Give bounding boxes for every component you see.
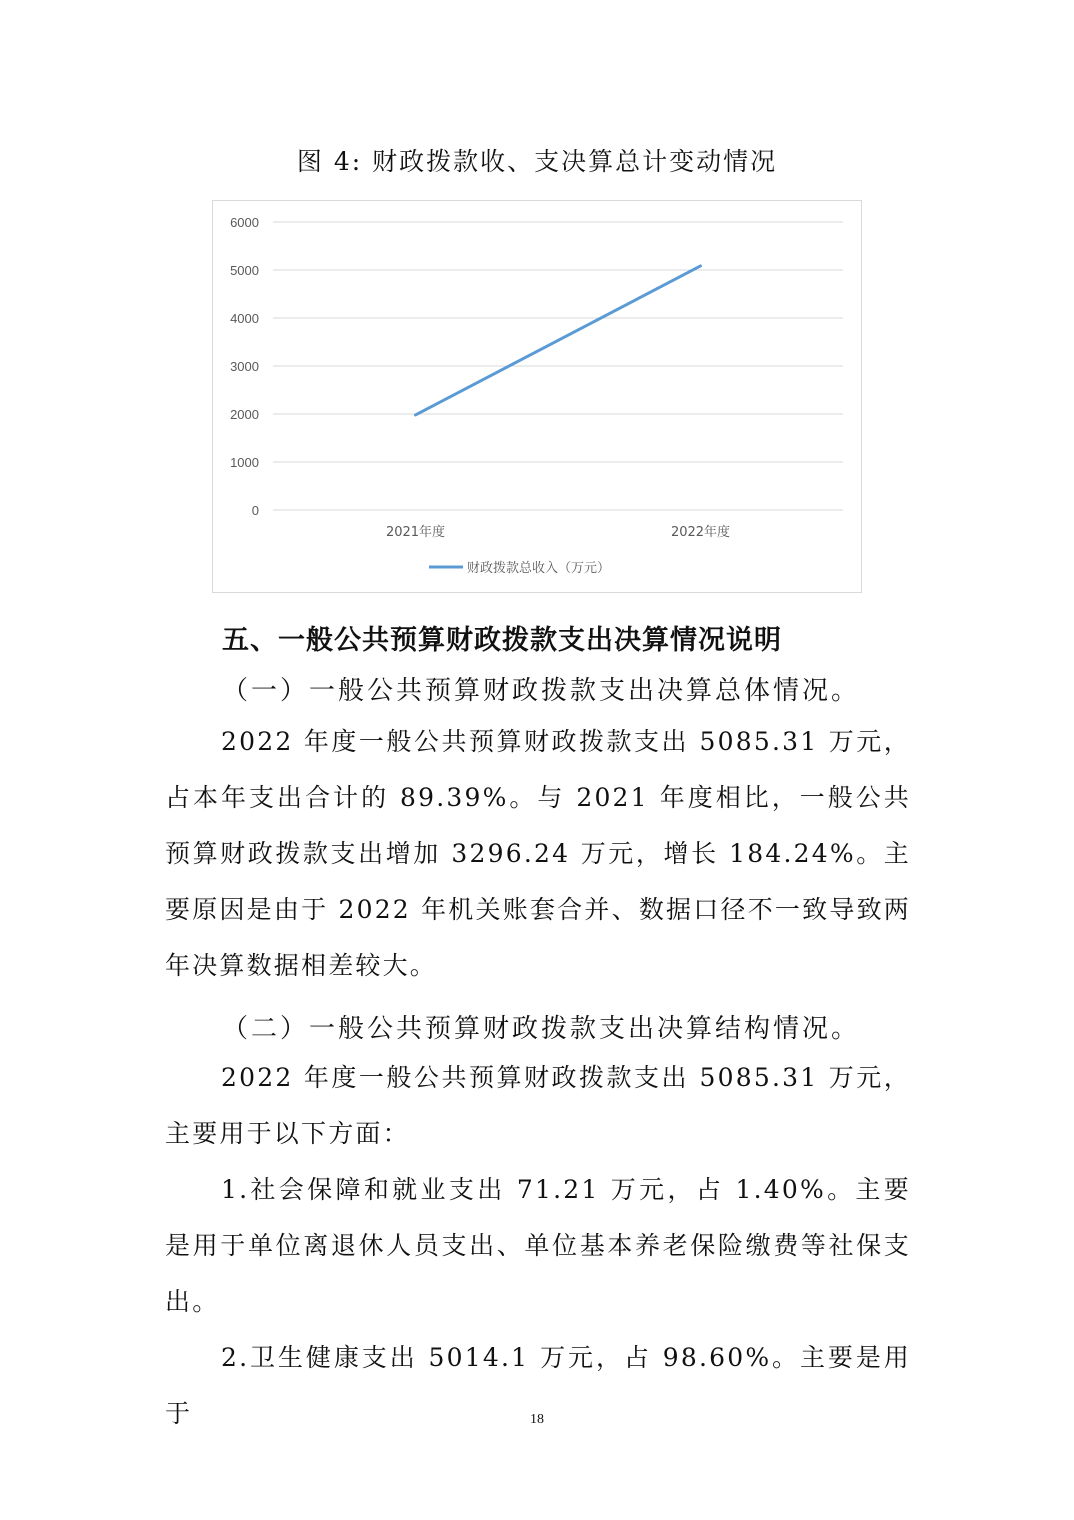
- data-point: [415, 414, 416, 415]
- paragraph-social-security: 1.社会保障和就业支出 71.21 万元，占 1.40%。主要是用于单位离退休人员支出、单位基本养老保险缴费等社保支出。: [165, 1175, 911, 1316]
- paragraph-overall: 2022 年度一般公共预算财政拨款支出 5085.31 万元，占本年支出合计的 89.39%。与 2021 年度相比，一般公共预算财政拨款支出增加 3296.24 万元，增长 184.24%。主要原因是由于 2022 年机关账套合并、数据口径不一致导致两年决算数据相差较大。: [165, 727, 911, 980]
- section-heading: 五、一般公共预算财政拨款支出决算情况说明: [222, 625, 782, 656]
- y-tick-label: 1000: [230, 455, 259, 470]
- x-tick-label: 2021年度: [385, 525, 446, 540]
- x-tick-label: 2022年度: [670, 525, 731, 540]
- paragraph-structure: 2022 年度一般公共预算财政拨款支出 5085.31 万元，主要用于以下方面：: [165, 1063, 911, 1148]
- y-tick-label: 0: [251, 503, 259, 518]
- subheading-structure: （二）一般公共预算财政拨款支出决算结构情况。: [222, 1014, 861, 1044]
- legend-label: 财政拨款总收入（万元）: [467, 561, 611, 576]
- paragraph-health: 2.卫生健康支出 5014.1 万元，占 98.60%。主要是用于: [165, 1343, 911, 1428]
- series-line: [416, 266, 701, 415]
- subheading-overall: （一）一般公共预算财政拨款支出决算总体情况。: [222, 676, 861, 706]
- figure-caption: 图 4: 财政拨款收、支决算总计变动情况: [296, 147, 778, 176]
- y-tick-label: 2000: [230, 407, 259, 422]
- y-tick-label: 4000: [230, 311, 259, 326]
- data-point: [700, 265, 701, 266]
- y-tick-label: 6000: [230, 215, 259, 230]
- page-number: 18: [530, 1412, 544, 1427]
- y-tick-label: 3000: [230, 359, 259, 374]
- line-chart: [212, 200, 862, 593]
- chart-svg: [213, 201, 863, 594]
- y-tick-label: 5000: [230, 263, 259, 278]
